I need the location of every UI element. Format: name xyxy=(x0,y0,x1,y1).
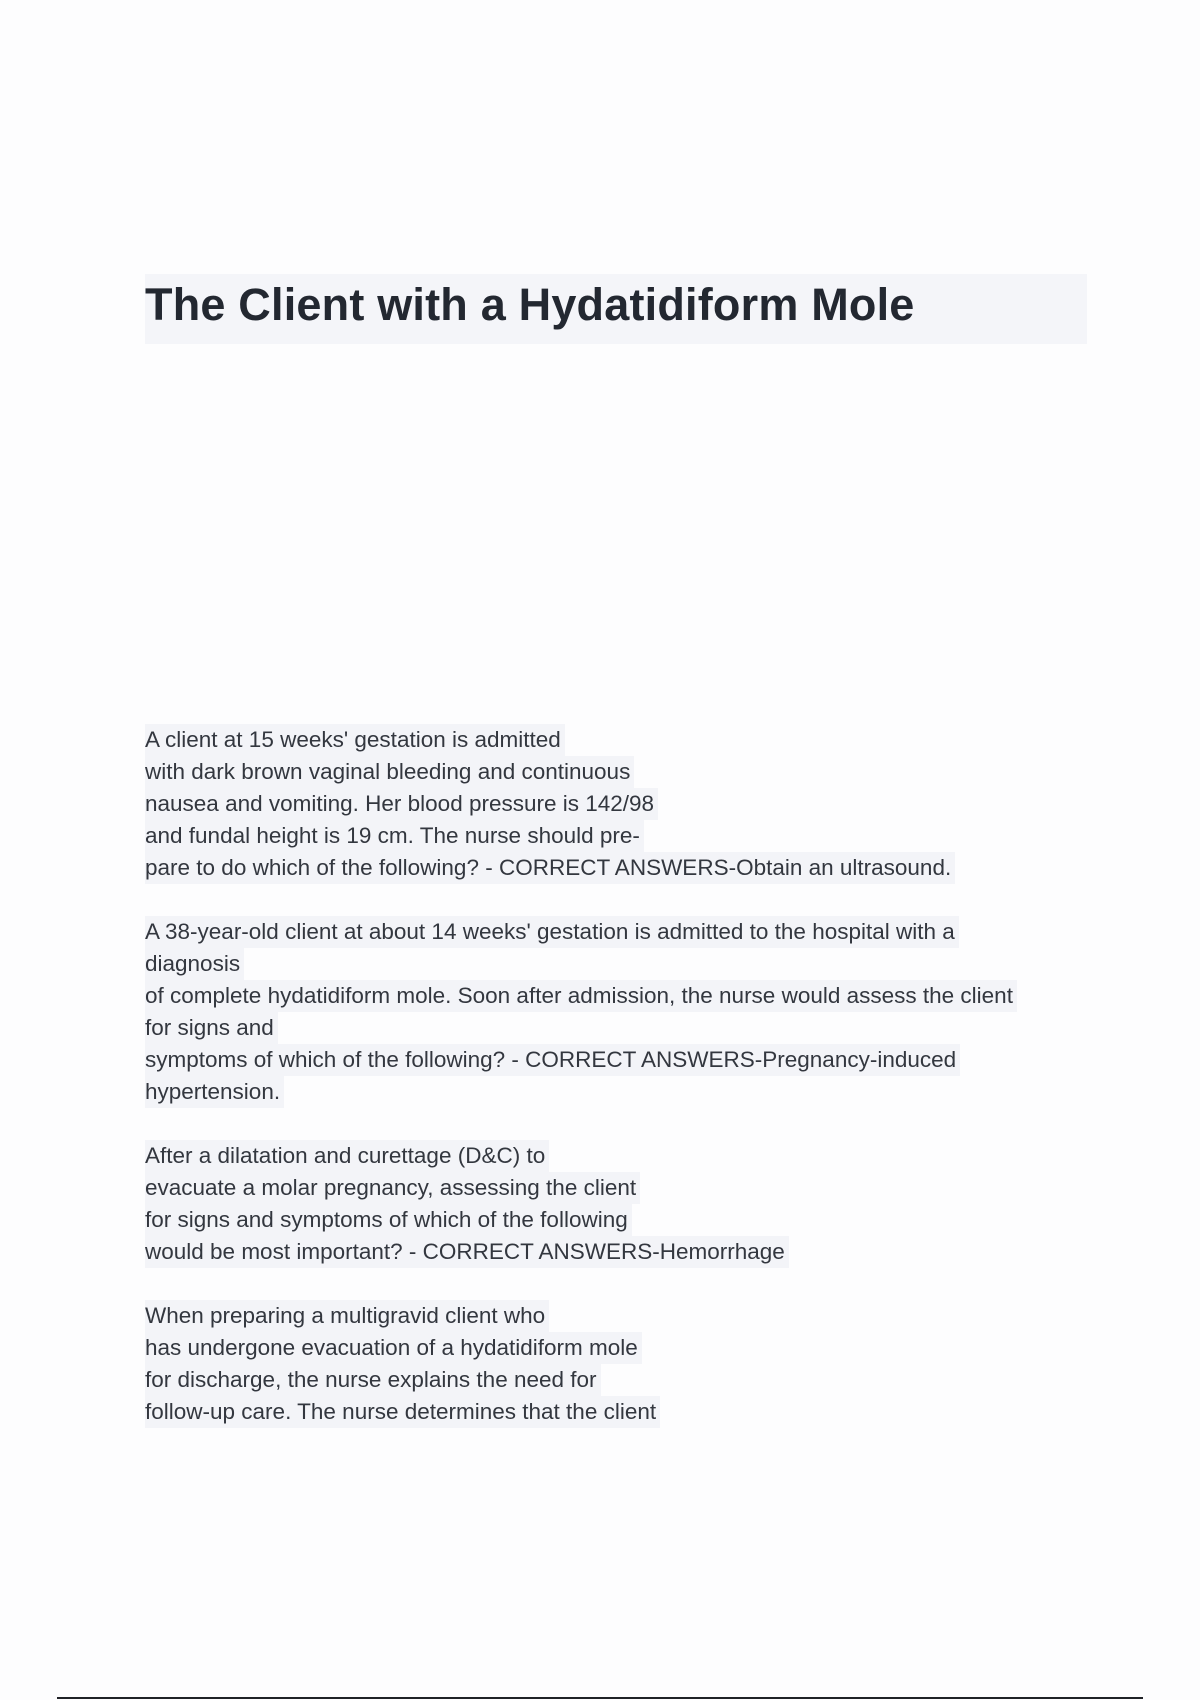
text-line: pare to do which of the following? - CORRECT ANSWERS-Obtain an ultrasound. xyxy=(145,852,1095,884)
text-line: After a dilatation and curettage (D&C) to xyxy=(145,1140,1095,1172)
footer-divider xyxy=(57,1697,1143,1699)
text-line: would be most important? - CORRECT ANSWERS-Hemorrhage xyxy=(145,1236,1095,1268)
text-line: When preparing a multigravid client who xyxy=(145,1300,1095,1332)
text-line: and fundal height is 19 cm. The nurse should pre- xyxy=(145,820,1095,852)
text-line: for signs and xyxy=(145,1012,1095,1044)
text-line: with dark brown vaginal bleeding and continuous xyxy=(145,756,1095,788)
text-line: nausea and vomiting. Her blood pressure is 142/98 xyxy=(145,788,1095,820)
document-title: The Client with a Hydatidiform Mole xyxy=(145,279,915,330)
text-line: diagnosis xyxy=(145,948,1095,980)
text-line: A 38-year-old client at about 14 weeks' gestation is admitted to the hospital with a xyxy=(145,916,1095,948)
text-line: of complete hydatidiform mole. Soon after admission, the nurse would assess the client xyxy=(145,980,1095,1012)
question-block-4 xyxy=(145,1300,1095,1428)
text-line: evacuate a molar pregnancy, assessing the client xyxy=(145,1172,1095,1204)
text-line: follow-up care. The nurse determines that the client xyxy=(145,1396,1095,1428)
text-line: hypertension. xyxy=(145,1076,1095,1108)
text-line: has undergone evacuation of a hydatidiform mole xyxy=(145,1332,1095,1364)
document-body xyxy=(145,724,1095,1460)
question-block-1 xyxy=(145,724,1095,884)
text-line: for signs and symptoms of which of the following xyxy=(145,1204,1095,1236)
question-block-2 xyxy=(145,916,1095,1108)
text-line: for discharge, the nurse explains the need for xyxy=(145,1364,1095,1396)
text-line: symptoms of which of the following? - CORRECT ANSWERS-Pregnancy-induced xyxy=(145,1044,1095,1076)
question-block-3 xyxy=(145,1140,1095,1268)
text-line: A client at 15 weeks' gestation is admitted xyxy=(145,724,1095,756)
